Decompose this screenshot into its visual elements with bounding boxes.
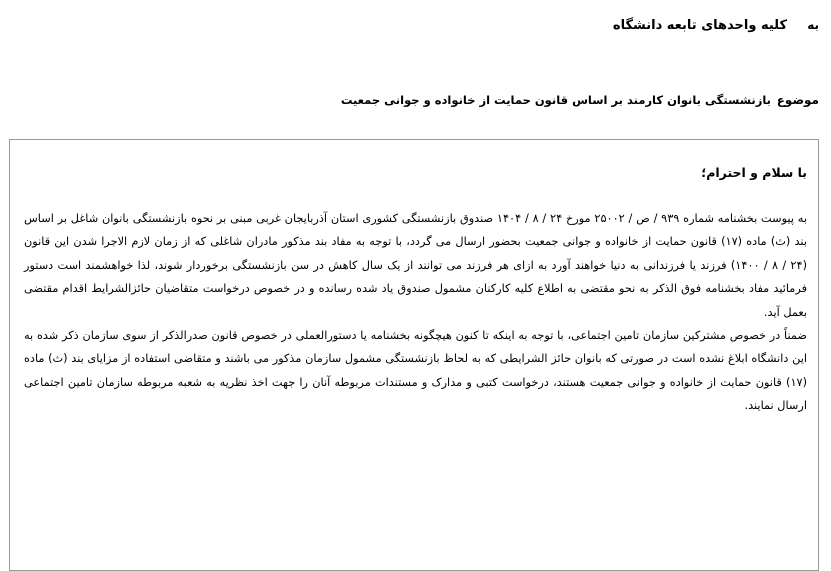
subject-row	[341, 93, 819, 107]
recipient-value: کلیه واحدهای تابعه دانشگاه	[612, 18, 787, 33]
paragraph-1: به پیوست بخشنامه شماره ۹۳۹ / ص / ۲۵۰۰۲ مورخ ۲۴ / ۸ / ۱۴۰۴ صندوق بازنشستگی کشوری استان آذربایجان غربی مبنی بر نحوه بازنشستگی بانوان شاغل بر اساس بند (ث) ماده (۱۷) قانون حمایت از خانواده و جوانی جمعیت بحضور ارسال می گردد، با توجه به مفاد بند مذکور مادران شاغلی که از زمان لازم الاجرا شدن این قانون (۲۴ / ۸ / ۱۴۰۰) فرزند یا فرزندانی به دنیا خواهند آورد به ازای هر فرزند می توانند از یک سال کاهش در سن بازنشستگی برخوردار شوند، لذا خواهشمند است دستور فرمائید مفاد بخشنامه فوق الذکر به نحو مقتضی به اطلاع کلیه کارکنان مشمول صندوق یاد شده رسانده و در خصوص درخواست متقاضیان حائزالشرایط اقدام مقتضی بعمل آید.	[24, 212, 807, 319]
greeting: با سلام و احترام؛	[701, 165, 807, 180]
paragraph-2: ضمناً در خصوص مشترکین سازمان تامین اجتماعی، با توجه به اینکه تا کنون هیچگونه بخشنامه یا دستورالعملی در خصوص قانون صدرالذکر از سوی سازمان ذکر شده به این دانشگاه ابلاغ نشده است در صورتی که بانوان حائز الشرایطی که به لحاظ بازنشستگی مشمول سازمان مذکور می باشند و متقاضی استفاده از مزایای بند (ث) ماده (۱۷) قانون حمایت از خانواده و جوانی جمعیت هستند، درخواست کتبی و مدارک و مستندات مربوطه آنان را جهت اخذ نظریه به شعبه مربوطه سازمان تامین اجتماعی ارسال نمایند.	[24, 329, 807, 413]
subject-value: بازنشستگی بانوان کارمند بر اساس قانون حمایت از خانواده و جوانی جمعیت	[340, 93, 771, 107]
recipient-label: به	[807, 18, 819, 32]
letter-header	[0, 0, 831, 140]
subject-label: موضوع	[776, 93, 819, 107]
recipient-row	[613, 18, 819, 33]
letter-body	[9, 139, 819, 571]
